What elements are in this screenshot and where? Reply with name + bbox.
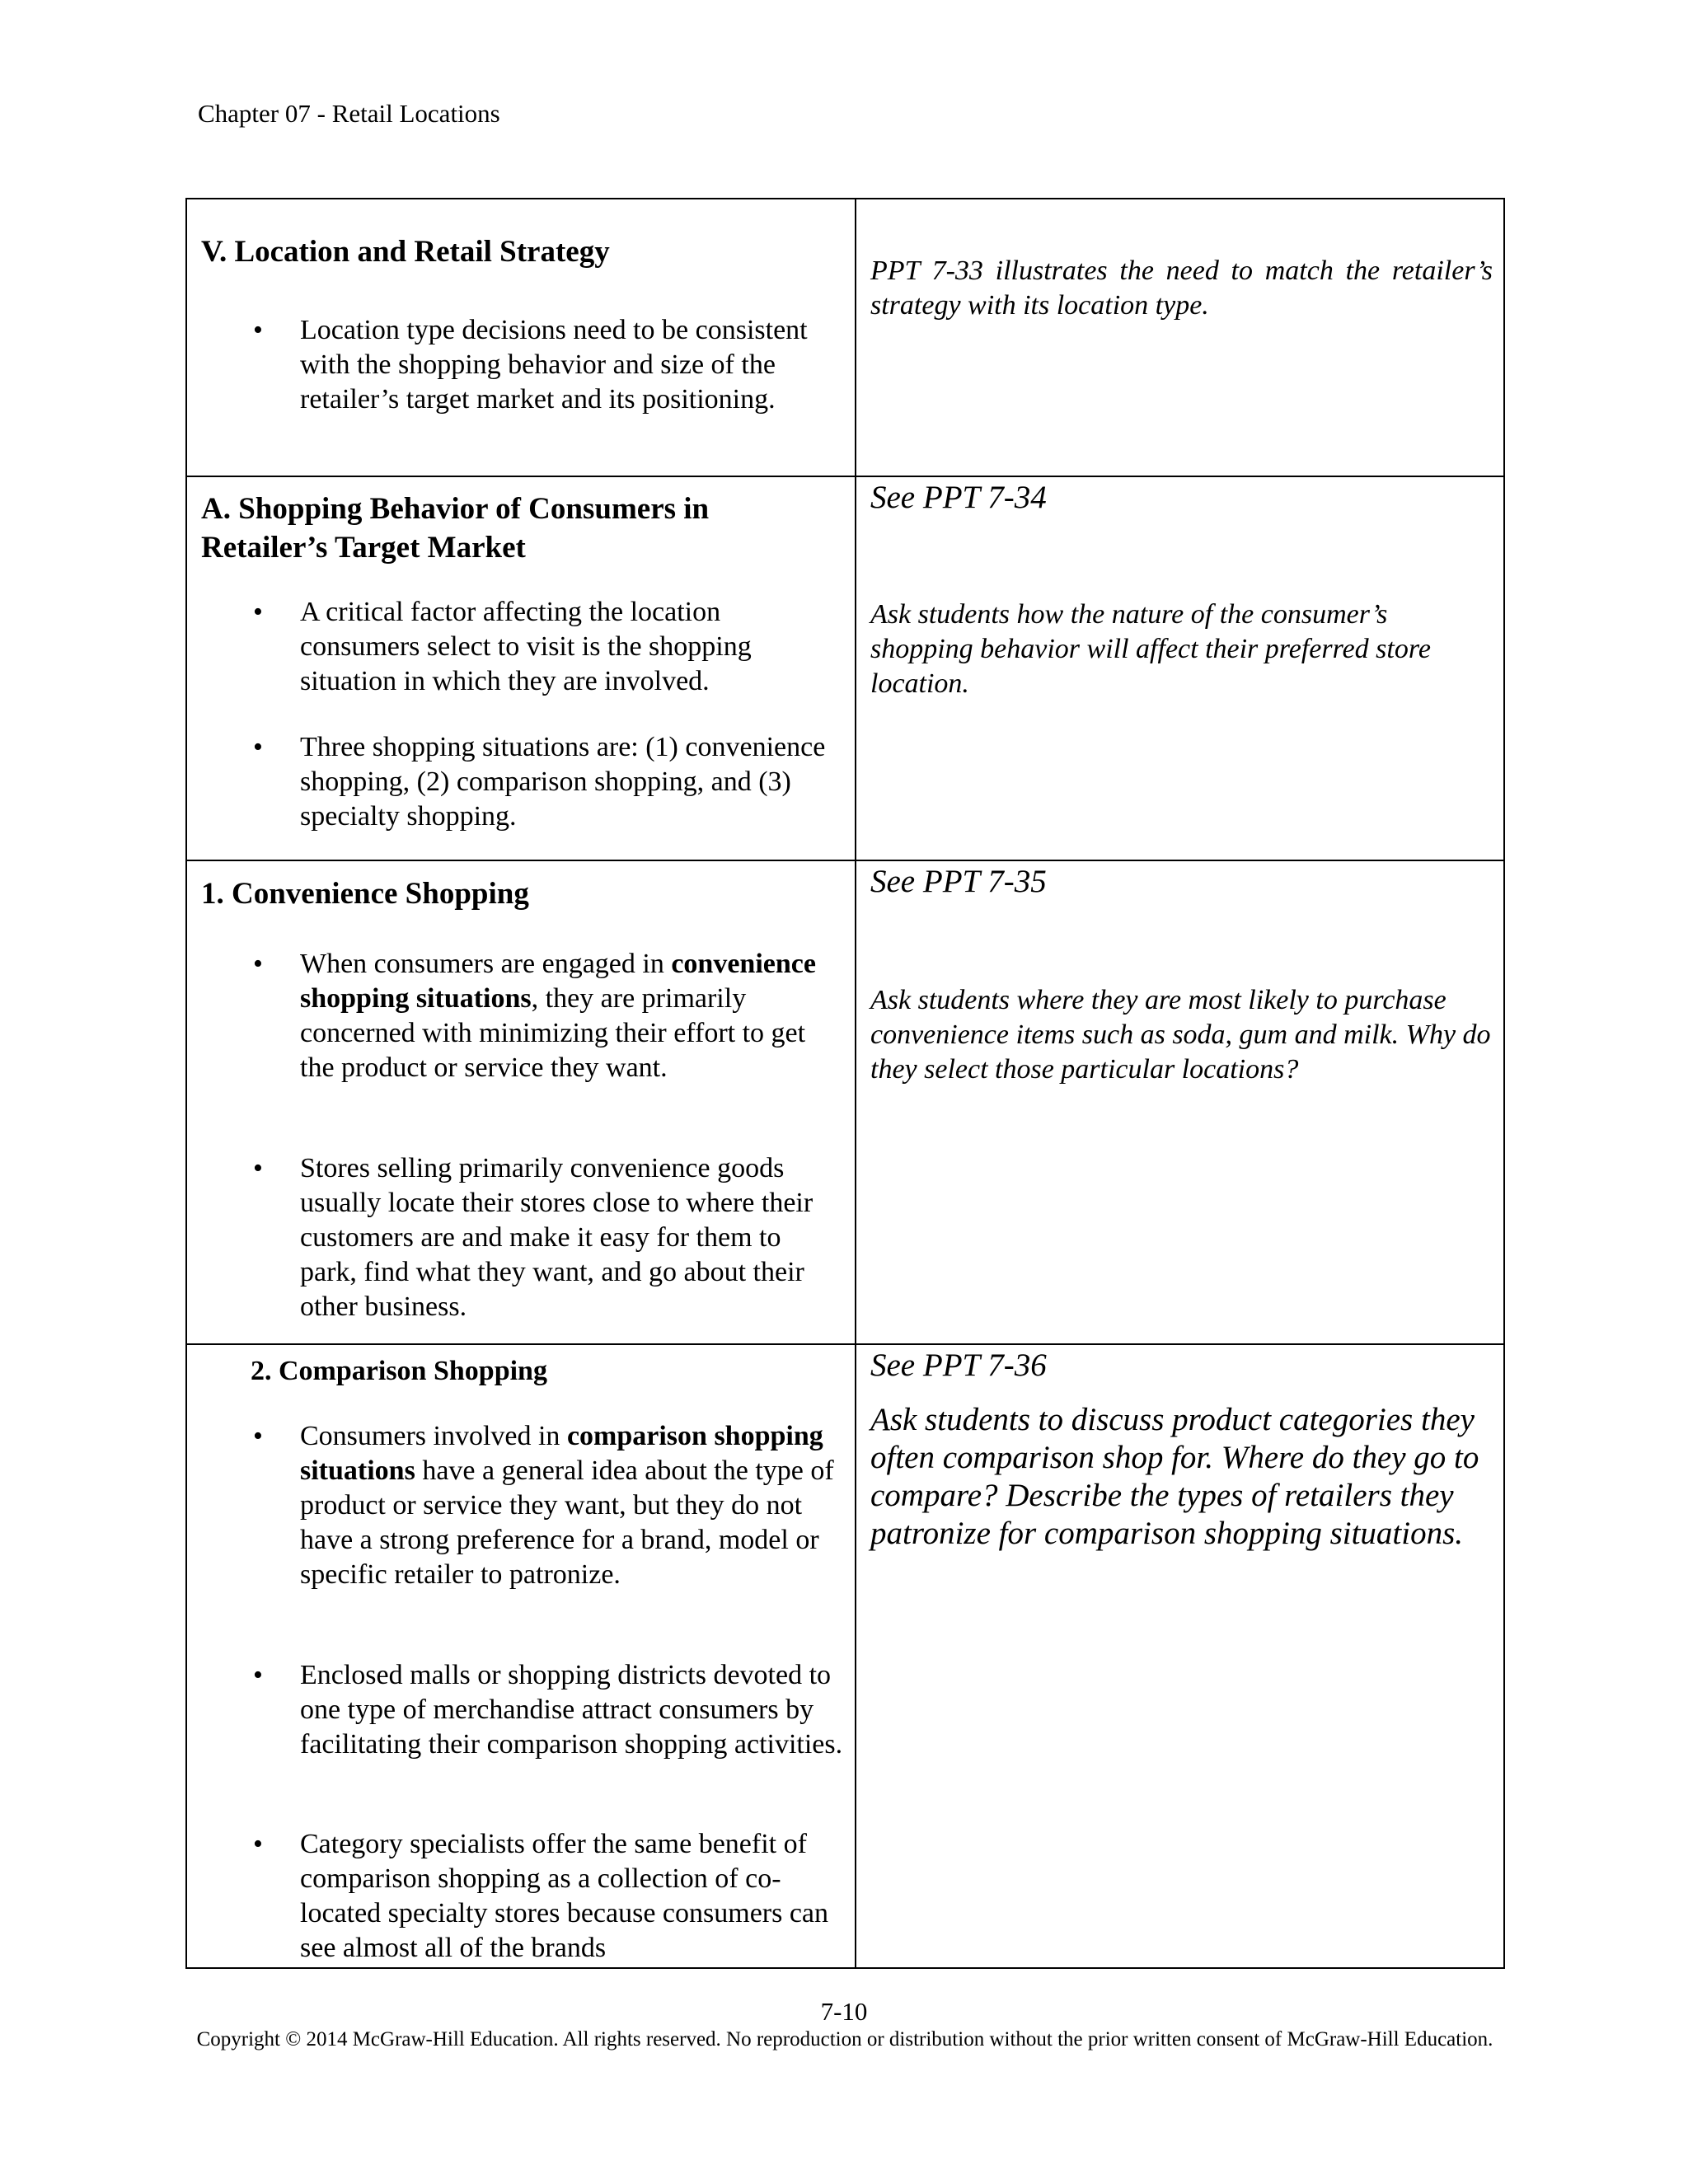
bullet-text: When consumers are engaged in: [300, 949, 672, 979]
slide-reference: See PPT 7-36: [870, 1347, 1047, 1383]
bullet-item: [253, 595, 844, 699]
bullet-icon: •: [253, 597, 263, 627]
lecture-outline-table: [185, 198, 1505, 1969]
notes-cell: [856, 199, 1504, 476]
bullet-text: A critical factor affecting the location consumers select to visit is the shopping situation in which they are involved.: [300, 597, 752, 696]
bullet-text: Enclosed malls or shopping districts devoted to one type of merchandise attract consumers by facilitating their comparison shopping activities.: [300, 1660, 843, 1760]
bullet-icon: •: [253, 949, 263, 979]
bullet-text: Consumers involved in: [300, 1421, 567, 1451]
teaching-note: PPT 7-33 illustrates the need to match the retailer’s strategy with its location type.: [870, 255, 1493, 321]
slide-reference: See PPT 7-35: [870, 864, 1047, 899]
notes-cell: [856, 1344, 1504, 1968]
bullet-text: Three shopping situations are: (1) convenience shopping, (2) comparison shopping, and (3) specialty shopping.: [300, 732, 826, 832]
section-heading: 2. Comparison Shopping: [251, 1356, 547, 1386]
bullet-text: , they are primarily concerned with minimizing their effort to get the product or service they want.: [300, 983, 806, 1083]
copyright-notice: Copyright © 2014 McGraw-Hill Education. All rights reserved. No reproduction or distribution without the prior written consent of McGraw-Hill Education.: [196, 2028, 1493, 2050]
bullet-item: [253, 730, 844, 834]
heading-line: A. Shopping Behavior of Consumers in: [201, 492, 710, 526]
table-row: [186, 199, 1504, 476]
bullet-icon: •: [253, 732, 263, 762]
bullet-text: Stores selling primarily convenience goods usually locate their stores close to where their customers are and make it easy for them to park, find what they want, and go about their other business.: [300, 1153, 814, 1322]
slide-reference: See PPT 7-34: [870, 480, 1047, 515]
table-row: [186, 1344, 1504, 1968]
bullet-icon: •: [253, 315, 263, 345]
bullet-icon: •: [253, 1421, 263, 1451]
teaching-note: Ask students where they are most likely to purchase convenience items such as soda, gum and milk. Why do they select those particular locations?: [870, 985, 1491, 1085]
outline-cell: [186, 860, 856, 1344]
bullet-item: [253, 1827, 844, 1966]
bullet-item: [253, 947, 844, 1085]
bullet-icon: •: [253, 1153, 263, 1183]
bullet-item: [253, 1151, 844, 1324]
bullet-icon: •: [253, 1660, 263, 1690]
section-heading: 1. Convenience Shopping: [201, 877, 529, 911]
notes-cell: [856, 476, 1504, 860]
bullet-item: [253, 1658, 844, 1762]
notes-cell: [856, 860, 1504, 1344]
page-number: 7-10: [820, 1997, 868, 2026]
table-row: [186, 860, 1504, 1344]
heading-line: Retailer’s Target Market: [201, 531, 526, 565]
outline-cell: [186, 199, 856, 476]
outline-cell: [186, 476, 856, 860]
chapter-header: Chapter 07 - Retail Locations: [198, 99, 500, 128]
key-term: convenience shopping situations: [300, 949, 816, 1014]
bullet-text: have a general idea about the type of product or service they want, but they do not have a strong preference for a brand, model or specific retailer to patronize.: [300, 1455, 834, 1590]
section-heading: [201, 490, 709, 567]
key-term: comparison shopping situations: [300, 1421, 823, 1486]
bullet-item: [253, 313, 844, 417]
teaching-note: Ask students to discuss product categories they often comparison shop for. Where do they go to compare? Describe the types of retailers they patronize for comparison shopping situations.: [870, 1402, 1479, 1551]
bullet-item: [253, 1419, 844, 1592]
teaching-note: Ask students how the nature of the consumer’s shopping behavior will affect their preferred store location.: [870, 599, 1431, 699]
bullet-icon: •: [253, 1829, 263, 1859]
table-row: [186, 476, 1504, 860]
bullet-text: Category specialists offer the same benefit of comparison shopping as a collection of co-located specialty stores because consumers can see almost all of the brands: [300, 1829, 829, 1963]
section-heading: V. Location and Retail Strategy: [201, 235, 610, 269]
bullet-text: Location type decisions need to be consistent with the shopping behavior and size of the retailer’s target market and its positioning.: [300, 315, 808, 415]
outline-cell: [186, 1344, 856, 1968]
